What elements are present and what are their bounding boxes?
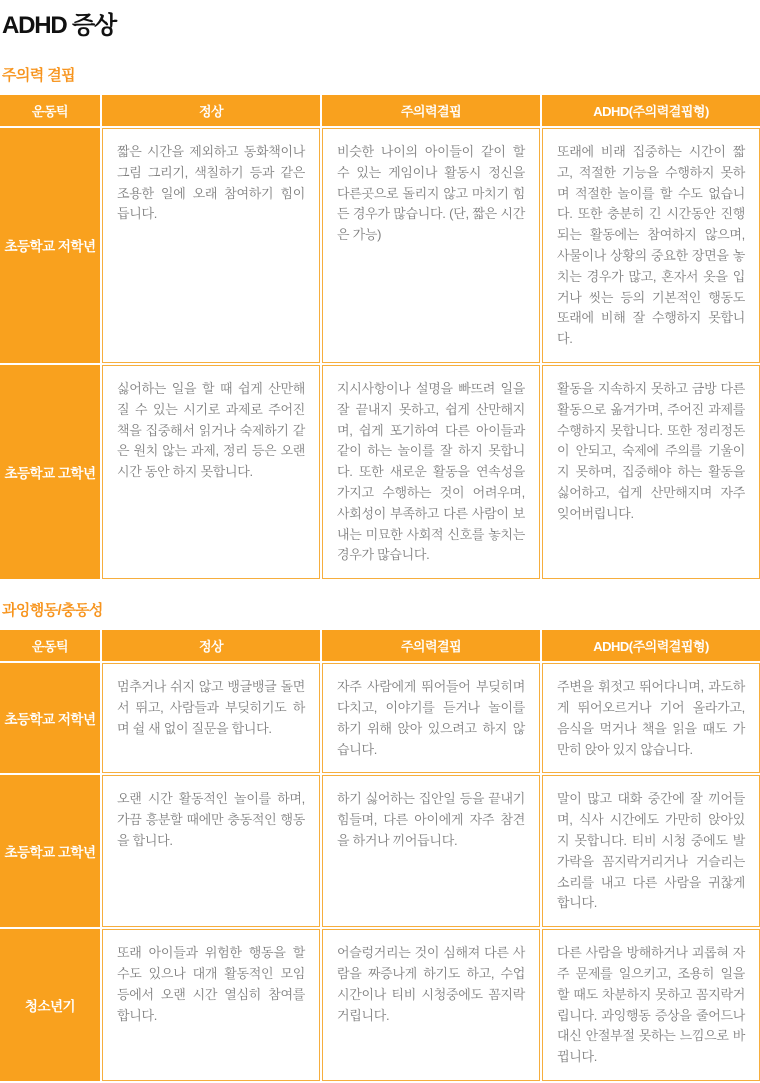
section-label-hyperactivity-impulsivity: 과잉행동/충동성 [2, 602, 103, 620]
table-row [0, 663, 760, 773]
column-header-adhd-type: ADHD(주의력결핍형) [542, 95, 760, 126]
section-label-attention-deficit: 주의력 결핍 [2, 67, 76, 84]
row-label-early-elementary: 초등학교 저학년 [0, 128, 100, 363]
table-cell: 말이 많고 대화 중간에 잘 끼어들며, 식사 시간에도 가만히 앉아있지 못합니다. 티비 시청 중에도 발가락을 꼼지락거리거나 거슬리는 소리를 내고 다른 사람을 귀찮게 합니다. [542, 775, 760, 927]
column-header-age-group: 운동틱 [0, 630, 100, 661]
table-cell: 다른 사람을 방해하거나 괴롭혀 자주 문제를 일으키고, 조용히 일을 할 때도 차분하지 못하고 꼼지락거립니다. 과잉행동 증상을 줄어드나 대신 안절부절 못하는 느낌으로 바뀝니다. [542, 929, 760, 1081]
row-label-early-elementary: 초등학교 저학년 [0, 663, 100, 773]
column-header-normal: 정상 [102, 95, 320, 126]
table-cell: 하기 싫어하는 집안일 등을 끝내기 힘들며, 다른 아이에게 자주 참견을 하거나 끼어듭니다. [322, 775, 540, 927]
table-row [0, 128, 760, 363]
column-header-normal: 정상 [102, 630, 320, 661]
page-title: ADHD 증상 [2, 12, 116, 39]
table-cell: 싫어하는 일을 할 때 쉽게 산만해질 수 있는 시기로 과제로 주어진 책을 집중해서 읽거나 숙제하기 같은 원치 않는 과제, 정리 등은 오랜시간 동안 하지 못합니다. [102, 365, 320, 579]
column-header-adhd-type: ADHD(주의력결핍형) [542, 630, 760, 661]
row-label-late-elementary: 초등학교 고학년 [0, 365, 100, 579]
table-cell: 어슬렁거리는 것이 심해져 다른 사람을 짜증나게 하기도 하고, 수업시간이나 티비 시청중에도 꼼지락 거립니다. [322, 929, 540, 1081]
table-row [0, 365, 760, 579]
table-cell: 자주 사람에게 뛰어들어 부딪히며 다치고, 이야기를 듣거나 놀이를 하기 위해 앉아 있으려고 하지 않습니다. [322, 663, 540, 773]
column-header-attention-deficit: 주의력결핍 [322, 95, 540, 126]
table-cell: 활동을 지속하지 못하고 금방 다른 활동으로 옮겨가며, 주어진 과제를 수행하지 못합니다. 또한 정리정돈이 안되고, 숙제에 주의를 기울이지 못하며, 집중해야 하는 활동을 싫어하고, 쉽게 산만해지며 자주 잊어버립니다. [542, 365, 760, 579]
table-cell: 지시사항이나 설명을 빠뜨려 일을 잘 끝내지 못하고, 쉽게 산만해지며, 쉽게 포기하여 다른 아이들과 같이 하는 놀이를 잘 하지 못합니다. 또한 새로운 활동을 연속성을 가지고 수행하는 것이 어려우며, 사회성이 부족하고 다른 사람이 보내는 미묘한 사회적 신호를 놓치는 경우가 많습니다. [322, 365, 540, 579]
table-cell: 오랜 시간 활동적인 놀이를 하며, 가끔 흥분할 때에만 충동적인 행동을 합니다. [102, 775, 320, 927]
table-cell: 또래 아이들과 위험한 행동을 할 수도 있으나 대개 활동적인 모임 등에서 오랜 시간 열심히 참여를 합니다. [102, 929, 320, 1081]
row-label-late-elementary: 초등학교 고학년 [0, 775, 100, 927]
table-row [0, 775, 760, 927]
table-cell: 짧은 시간을 제외하고 동화책이나 그림 그리기, 색칠하기 등과 같은 조용한 일에 오래 참여하기 힘이 듭니다. [102, 128, 320, 363]
table-row [0, 929, 760, 1081]
column-header-attention-deficit: 주의력결핍 [322, 630, 540, 661]
row-label-adolescence: 청소년기 [0, 929, 100, 1081]
table-cell: 주변을 휘젓고 뛰어다니며, 과도하게 뛰어오르거나 기어 올라가고, 음식을 먹거나 책을 읽을 때도 가만히 앉아 있지 않습니다. [542, 663, 760, 773]
column-header-age-group: 운동틱 [0, 95, 100, 126]
hyperactivity-table [0, 628, 760, 1083]
table-header-row [0, 630, 760, 661]
table-header-row [0, 95, 760, 126]
attention-deficit-table [0, 93, 760, 581]
table-cell: 또래에 비래 집중하는 시간이 짧고, 적절한 기능을 수행하지 못하며 적절한 놀이를 할 수도 없습니다. 또한 충분히 긴 시간동안 진행되는 활동에는 참여하지 않으며, 사물이나 상황의 중요한 장면을 놓치는 경우가 많고, 혼자서 옷을 입거나 씻는 등의 기본적인 행동도 또래에 비해 잘 수행하지 못합니다. [542, 128, 760, 363]
table-cell: 비슷한 나이의 아이들이 같이 할 수 있는 게임이나 활동시 정신을 다른곳으로 돌리지 않고 마치기 힘든 경우가 많습니다. (단, 짧은 시간은 가능) [322, 128, 540, 363]
table-cell: 멈추거나 쉬지 않고 뱅글뱅글 돌면서 뛰고, 사람들과 부딪히기도 하며 쉴 새 없이 질문을 합니다. [102, 663, 320, 773]
